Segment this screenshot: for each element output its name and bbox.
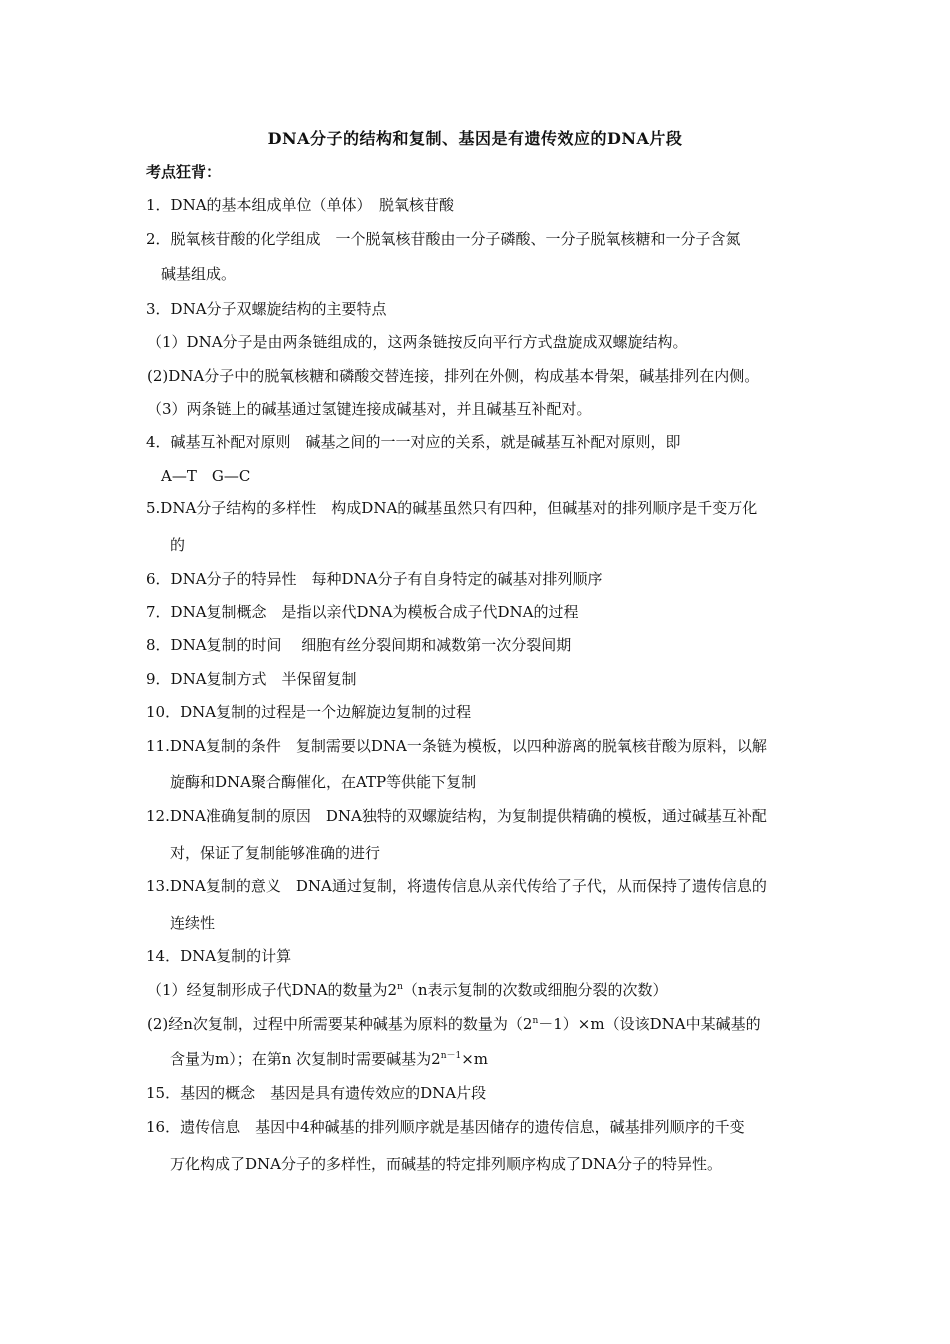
point-2-continued: 碱基组成。 [161,265,237,283]
text-segment: ×m [461,1050,489,1068]
point-11: 11.DNA复制的条件 复制需要以DNA一条链为模板，以四种游离的脱氧核苷酸为原料，以解 [146,737,767,755]
text-segment: 含量为m）；在第n 次复制时需要碱基为2 [170,1050,441,1068]
point-10: 10．DNA复制的过程是一个边解旋边复制的过程 [146,703,472,721]
point-12: 12.DNA准确复制的原因 DNA独特的双螺旋结构，为复制提供精确的模板，通过碱基互补配 [146,807,767,825]
point-4-pairs: A—T G—C [161,467,251,485]
point-14-sub-1 [147,980,811,1000]
point-3-sub-3: （3）两条链上的碱基通过氢键连接成碱基对，并且碱基互补配对。 [147,400,592,418]
point-14-sub-2-continued [170,1049,834,1069]
point-15: 15．基因的概念 基因是具有遗传效应的DNA片段 [146,1084,487,1102]
point-7: 7．DNA复制概念 是指以亲代DNA为模板合成子代DNA的过程 [146,603,579,621]
point-12-continued: 对，保证了复制能够准确的进行 [170,844,381,862]
point-3-sub-2: (2)DNA分子中的脱氧核糖和磷酸交替连接，排列在外侧，构成基本骨架，碱基排列在内侧。 [147,367,760,385]
point-6: 6．DNA分子的特异性 每种DNA分子有自身特定的碱基对排列顺序 [146,570,603,588]
point-3: 3．DNA分子双螺旋结构的主要特点 [146,300,387,318]
point-2: 2．脱氧核苷酸的化学组成 一个脱氧核苷酸由一分子磷酸、一分子脱氧核糖和一分子含氮 [146,230,741,248]
superscript: n [532,1016,539,1026]
point-13: 13.DNA复制的意义 DNA通过复制，将遗传信息从亲代传给了子代，从而保持了遗传信息的 [146,877,767,895]
point-11-continued: 旋酶和DNA聚合酶催化，在ATP等供能下复制 [170,773,477,791]
section-heading: 考点狂背： [146,163,222,181]
superscript: n [397,982,403,992]
text-segment: (2)经n次复制，过程中所需要某种碱基为原料的数量为（2 [147,1015,533,1033]
point-14-sub-2 [147,1014,811,1034]
point-5: 5.DNA分子结构的多样性 构成DNA的碱基虽然只有四种，但碱基对的排列顺序是千变万化 [146,499,758,517]
point-16-continued: 万化构成了DNA分子的多样性，而碱基的特定排列顺序构成了DNA分子的特异性。 [170,1155,722,1173]
text-segment: （1）经复制形成子代DNA的数量为2 [147,981,398,999]
point-1: 1．DNA的基本组成单位（单体） 脱氧核苷酸 [146,196,455,214]
point-4: 4．碱基互补配对原则 碱基之间的一一对应的关系，就是碱基互补配对原则，即 [146,433,681,451]
text-segment: （n表示复制的次数或细胞分裂的次数） [402,981,668,999]
document-title: DNA分子的结构和复制、基因是有遗传效应的DNA片段 [267,129,683,148]
point-5-continued: 的 [170,536,186,554]
point-14: 14．DNA复制的计算 [146,947,292,965]
point-13-continued: 连续性 [170,914,216,932]
point-16: 16．遗传信息 基因中4种碱基的排列顺序就是基因储存的遗传信息，碱基排列顺序的千变 [146,1118,745,1136]
point-9: 9．DNA复制方式 半保留复制 [146,670,357,688]
text-segment: －1）×m（设该DNA中某碱基的 [538,1015,761,1033]
superscript: n－1 [440,1051,462,1061]
point-8: 8．DNA复制的时间 细胞有丝分裂间期和减数第一次分裂间期 [146,636,572,654]
point-3-sub-1: （1）DNA分子是由两条链组成的，这两条链按反向平行方式盘旋成双螺旋结构。 [147,333,688,351]
